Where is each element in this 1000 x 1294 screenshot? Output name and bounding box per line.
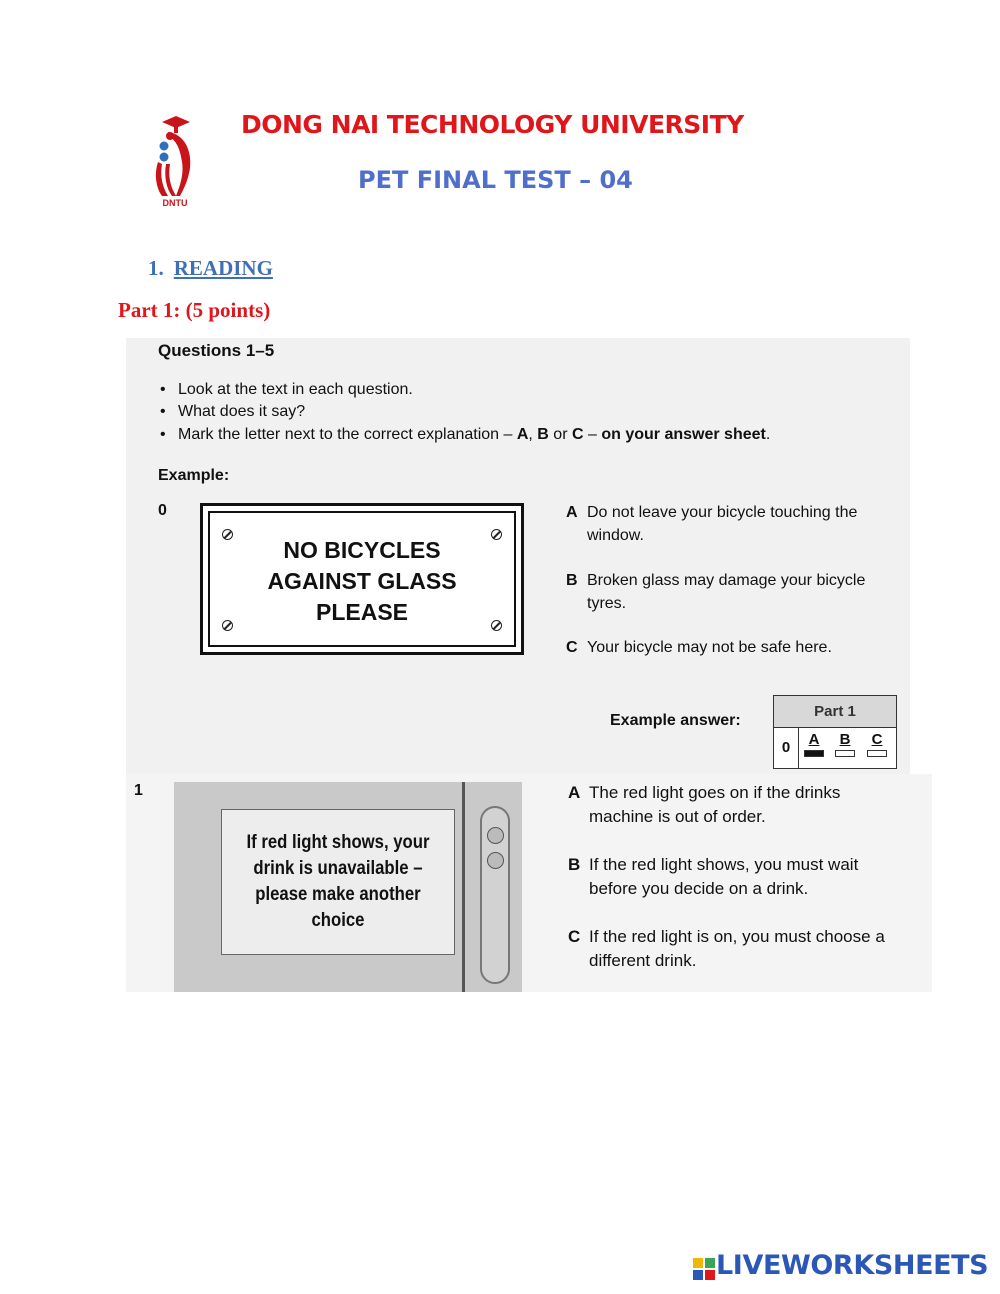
logo-text: DNTU <box>162 198 188 208</box>
section-label: READING <box>173 256 273 280</box>
example-number: 0 <box>158 502 167 519</box>
sign-line: AGAINST GLASS <box>267 568 457 594</box>
question-number: 1 <box>134 782 143 799</box>
section-number: 1. <box>148 256 164 280</box>
questions-heading: Questions 1–5 <box>158 341 275 360</box>
section-heading <box>148 256 273 281</box>
notice-line: please make another <box>255 884 421 905</box>
light-icon <box>487 852 504 869</box>
answer-choice-c: C <box>866 733 888 757</box>
test-title: PET FINAL TEST – 04 <box>358 166 633 194</box>
coin-slot <box>480 806 510 984</box>
example-option-c: C Your bicycle may not be safe here. <box>566 639 832 656</box>
notice-line: drink is unavailable – <box>253 858 423 879</box>
machine-notice <box>221 809 455 955</box>
answer-sheet-sample <box>773 695 897 769</box>
instruction-item: • What does it say? <box>160 403 306 420</box>
example-sign <box>200 503 524 655</box>
liveworksheets-logo-icon <box>693 1258 715 1280</box>
instruction-item: • Look at the text in each question. <box>160 381 413 398</box>
part-heading: Part 1: (5 points) <box>118 298 271 322</box>
university-logo <box>150 116 200 208</box>
sign-line: PLEASE <box>315 599 409 625</box>
question-1-option-b[interactable]: B If the red light shows, you must wait before you decide on a drink. <box>568 855 859 898</box>
question-1-option-a[interactable]: A The red light goes on if the drinks machine is out of order. <box>568 783 841 826</box>
answer-sheet-title: Part 1 <box>774 696 896 728</box>
answer-row-number: 0 <box>774 727 799 768</box>
answer-choice-a: A <box>803 733 825 757</box>
example-option-b: B Broken glass may damage your bicycle tyres. <box>566 572 866 612</box>
drinks-machine-image <box>174 782 522 992</box>
notice-line: If red light shows, your <box>246 832 430 853</box>
answer-choice-b: B <box>834 733 856 757</box>
notice-line: choice <box>311 910 365 931</box>
light-icon <box>487 827 504 844</box>
example-option-a: A Do not leave your bicycle touching the window. <box>566 504 858 544</box>
question-1-option-c[interactable]: C If the red light is on, you must choose a different drink. <box>568 927 885 970</box>
example-answer-label: Example answer: <box>610 712 741 729</box>
liveworksheets-brand: LIVEWORKSHEETS <box>716 1250 989 1281</box>
instruction-item: • Mark the letter next to the correct explanation – A, B or C – on your answer sheet. <box>160 426 771 443</box>
sign-line: NO BICYCLES <box>283 537 441 563</box>
example-label: Example: <box>158 467 230 484</box>
university-name: DONG NAI TECHNOLOGY UNIVERSITY <box>241 110 744 139</box>
